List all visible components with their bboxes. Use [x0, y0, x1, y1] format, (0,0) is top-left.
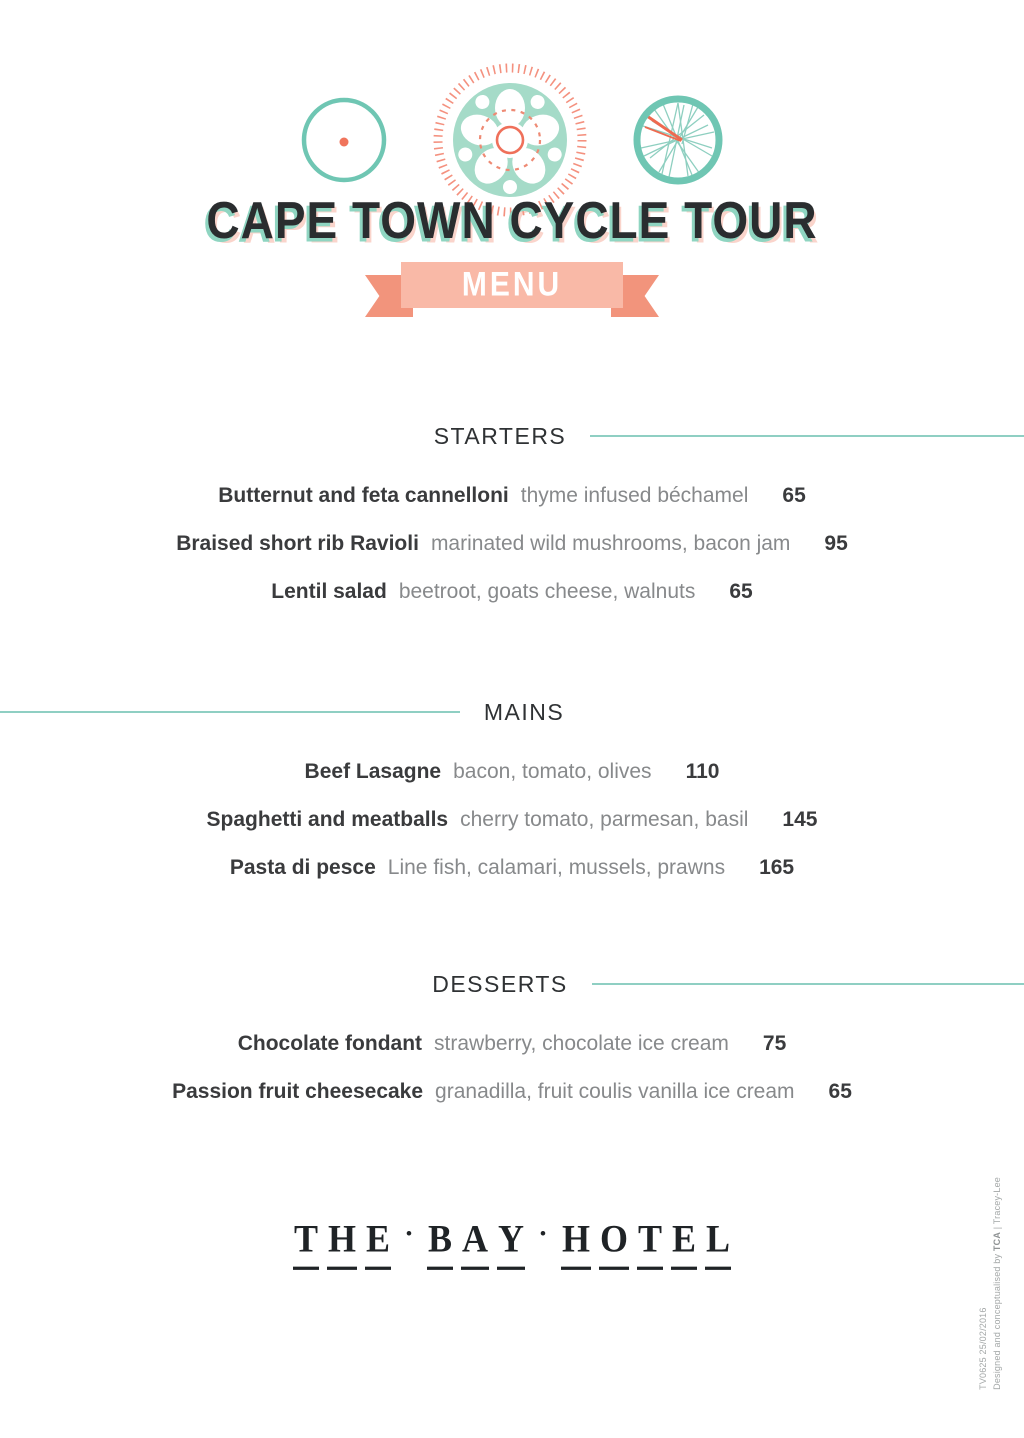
section-title: MAINS — [483, 699, 565, 725]
hotel-logo — [0, 1216, 1024, 1268]
menu-item — [0, 809, 1024, 831]
logo-letter: T — [637, 1219, 663, 1270]
section-divider-line — [590, 435, 1024, 437]
logo-letter: Y — [497, 1219, 525, 1270]
section-header — [0, 971, 1024, 997]
menu-item — [0, 533, 1024, 555]
section-divider-line — [0, 711, 460, 713]
item-name: Spaghetti and meatballs — [206, 808, 449, 831]
item-name: Passion fruit cheesecake — [172, 1080, 424, 1103]
spoked-wheel-icon — [632, 94, 724, 186]
section-title: STARTERS — [433, 423, 567, 449]
desserts-list — [0, 1033, 1024, 1103]
section-header — [0, 699, 1024, 725]
logo-letter: H — [561, 1219, 591, 1270]
item-description: granadilla, fruit coulis vanilla ice cream — [435, 1080, 795, 1103]
menu-item — [0, 857, 1024, 879]
item-name: Chocolate fondant — [237, 1032, 423, 1055]
item-name: Pasta di pesce — [229, 856, 376, 879]
section-mains — [0, 699, 1024, 879]
section-divider-line — [592, 983, 1024, 985]
menu-item — [0, 761, 1024, 783]
logo-letter: L — [705, 1219, 731, 1270]
item-price: 110 — [685, 760, 720, 783]
item-name: Beef Lasagne — [304, 760, 442, 783]
mains-list — [0, 761, 1024, 879]
section-desserts — [0, 971, 1024, 1103]
item-price: 65 — [729, 580, 753, 603]
item-price: 165 — [759, 856, 795, 879]
logo-letter: H — [327, 1219, 357, 1270]
item-price: 65 — [828, 1080, 852, 1103]
logo-letter: T — [293, 1219, 319, 1270]
item-price: 65 — [782, 484, 806, 507]
ribbon-band — [401, 262, 623, 308]
item-description: thyme infused béchamel — [520, 484, 749, 507]
item-price: 145 — [782, 808, 818, 831]
logo-letter: B — [427, 1219, 453, 1270]
item-description: strawberry, chocolate ice cream — [434, 1032, 729, 1055]
credit-line-code: TV0625 25/02/2016 — [978, 1307, 989, 1390]
menu-item — [0, 1033, 1024, 1055]
item-description: Line fish, calamari, mussels, prawns — [387, 856, 726, 879]
item-description: beetroot, goats cheese, walnuts — [398, 580, 696, 603]
logo-letter: E — [671, 1219, 697, 1270]
menu-item — [0, 581, 1024, 603]
section-starters — [0, 423, 1024, 603]
section-header — [0, 423, 1024, 449]
menu-ribbon — [401, 262, 623, 308]
ribbon-label: MENU — [461, 265, 563, 304]
item-name: Braised short rib Ravioli — [176, 532, 419, 555]
item-price: 75 — [762, 1032, 787, 1055]
logo-separator: • — [406, 1224, 412, 1243]
page-title: CAPE TOWN CYCLE TOUR — [206, 190, 818, 250]
logo-separator: • — [539, 1224, 546, 1243]
logo-letter: E — [365, 1219, 391, 1270]
menu-item — [0, 485, 1024, 507]
section-title: DESSERTS — [432, 971, 568, 997]
starters-list — [0, 485, 1024, 603]
item-description: marinated wild mushrooms, bacon jam — [430, 532, 791, 555]
item-name: Butternut and feta cannelloni — [218, 484, 509, 507]
design-credit — [977, 1177, 1005, 1390]
item-name: Lentil salad — [271, 580, 387, 603]
logo-letter: A — [461, 1219, 489, 1270]
bicycle-wheel-icon — [300, 96, 388, 184]
item-description: cherry tomato, parmesan, basil — [460, 808, 749, 831]
item-description: bacon, tomato, olives — [453, 760, 652, 783]
item-price: 95 — [824, 532, 848, 555]
logo-letter: O — [599, 1219, 629, 1270]
credit-line-by: Designed and conceptualised by TCA | Tracey-Lee — [992, 1177, 1003, 1390]
menu-item — [0, 1081, 1024, 1103]
